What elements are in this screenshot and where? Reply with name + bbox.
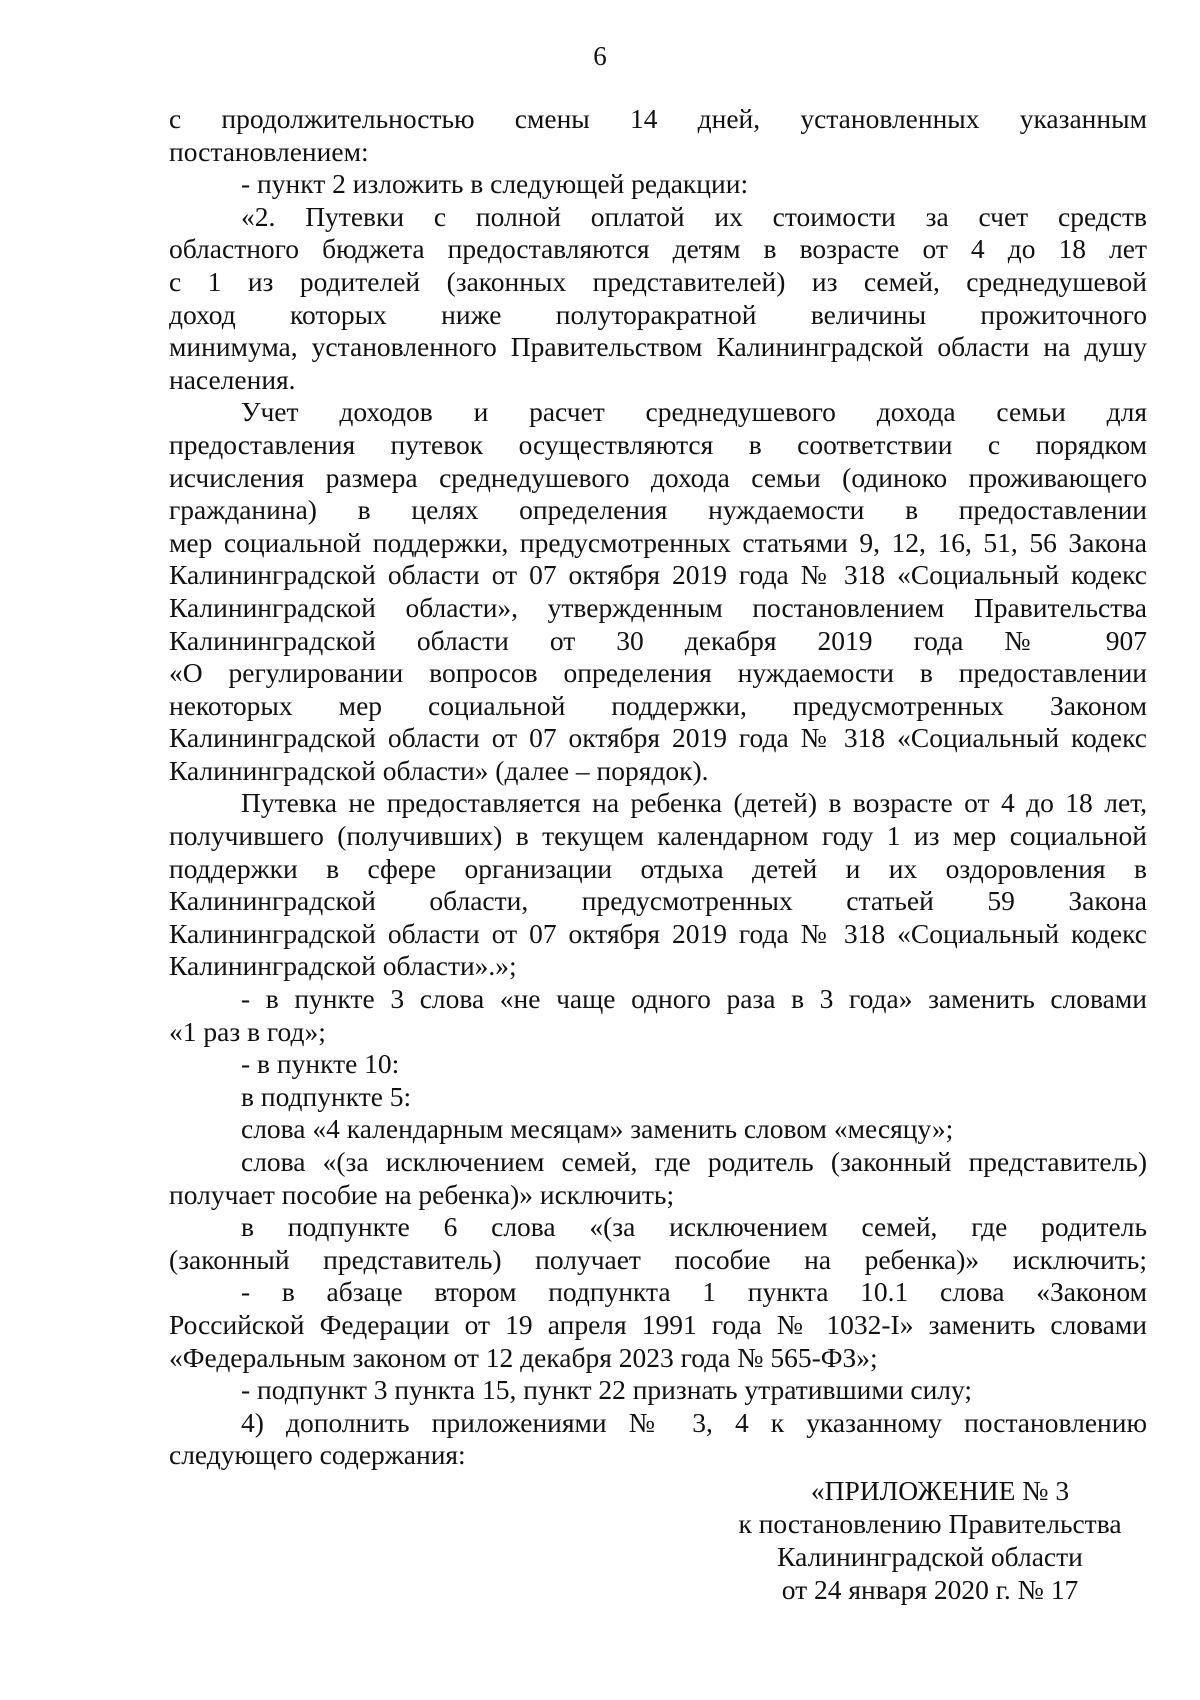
text-line: получает пособие на ребенка)» исключить; (169, 1178, 675, 1210)
text-line: некоторых мер социальной поддержки, предусмотренных Законом (169, 689, 1147, 721)
text-line: Калининградской области, предусмотренных статьей 59 Закона (169, 885, 1147, 917)
text-line: «О регулировании вопросов определения нуждаемости в предоставлении (169, 657, 1147, 689)
text-line: гражданина) в целях определения нуждаемости в предоставлении (169, 494, 1147, 526)
text-line: Калининградской области».»; (169, 950, 517, 982)
text-line: «Федеральным законом от 12 декабря 2023 года № 565-ФЗ»; (169, 1341, 878, 1373)
text-line: 4) дополнить приложениями № 3, 4 к указанному постановлению (241, 1406, 1147, 1438)
text-line: (законный представитель) получает пособие на ребенка)» исключить; (169, 1243, 1147, 1275)
text-line: «2. Путевки с полной оплатой их стоимости за счет средств (241, 200, 1147, 232)
text-line: Калининградской области от 07 октября 2019 года № 318 «Социальный кодекс (169, 559, 1147, 591)
text-line: Путевка не предоставляется на ребенка (детей) в возрасте от 4 до 18 лет, (241, 787, 1147, 819)
text-line: слова «(за исключением семей, где родитель (законный представитель) (241, 1146, 1147, 1177)
text-line: «1 раз в год»; (169, 1015, 326, 1047)
text-line: - в абзаце втором подпункта 1 пункта 10.1 слова «Законом (241, 1276, 1147, 1308)
text-line: Учет доходов и расчет среднедушевого дохода семьи для (241, 396, 1147, 428)
text-line: областного бюджета предоставляются детям в возрасте от 4 до 18 лет (169, 233, 1147, 265)
appendix-region: Калининградской области (777, 1541, 1083, 1572)
text-line: в подпункте 6 слова «(за исключением семей, где родитель (241, 1211, 1147, 1243)
text-line: получившего (получивших) в текущем календарном году 1 из мер социальной (169, 820, 1147, 852)
text-line: предоставления путевок осуществляются в соответствии с порядком (169, 428, 1147, 460)
text-line: - подпункт 3 пункта 15, пункт 22 признать утратившими силу; (241, 1374, 973, 1406)
text-line: - пункт 2 изложить в следующей редакции: (241, 168, 749, 200)
text-line: Калининградской области» (далее – порядок). (169, 754, 709, 786)
text-line: с 1 из родителей (законных представителей) из семей, среднедушевой (169, 265, 1147, 297)
text-line: - в пункте 10: (241, 1048, 400, 1080)
page-number: 6 (593, 41, 607, 71)
appendix-title: «ПРИЛОЖЕНИЕ № 3 (810, 1475, 1070, 1506)
text-line: населения. (169, 363, 296, 395)
text-line: постановлением: (169, 135, 369, 167)
text-line: следующего содержания: (169, 1439, 466, 1471)
text-line: Калининградской области от 07 октября 2019 года № 318 «Социальный кодекс (169, 722, 1147, 754)
text-line: - в пункте 3 слова «не чаще одного раза в 3 года» заменить словами (241, 983, 1147, 1015)
text-line: мер социальной поддержки, предусмотренных статьями 9, 12, 16, 51, 56 Закона (169, 526, 1147, 558)
text-line: с продолжительностью смены 14 дней, установленных указанным (169, 103, 1147, 134)
text-line: минимума, установленного Правительством Калининградской области на душу (169, 331, 1147, 363)
text-line: доход которых ниже полуторакратной величины прожиточного (169, 298, 1147, 330)
text-line: Калининградской области», утвержденным постановлением Правительства (169, 591, 1147, 623)
appendix-reference: к постановлению Правительства (738, 1508, 1122, 1539)
text-line: Калининградской области от 07 октября 2019 года № 318 «Социальный кодекс (169, 917, 1147, 949)
appendix-header (660, 1474, 1200, 1606)
text-line: в подпункте 5: (241, 1080, 412, 1112)
text-line: поддержки в сфере организации отдыха детей и их оздоровления в (169, 852, 1147, 884)
text-line: Калининградской области от 30 декабря 2019 года № 907 (169, 624, 1147, 656)
text-line: исчисления размера среднедушевого дохода семьи (одиноко проживающего (169, 461, 1147, 493)
text-line: Российской Федерации от 19 апреля 1991 года № 1032-I» заменить словами (169, 1308, 1147, 1340)
appendix-date: от 24 января 2020 г. № 17 (781, 1574, 1079, 1605)
text-line: слова «4 календарным месяцам» заменить словом «месяцу»; (241, 1113, 954, 1145)
document-body (169, 103, 1147, 1472)
